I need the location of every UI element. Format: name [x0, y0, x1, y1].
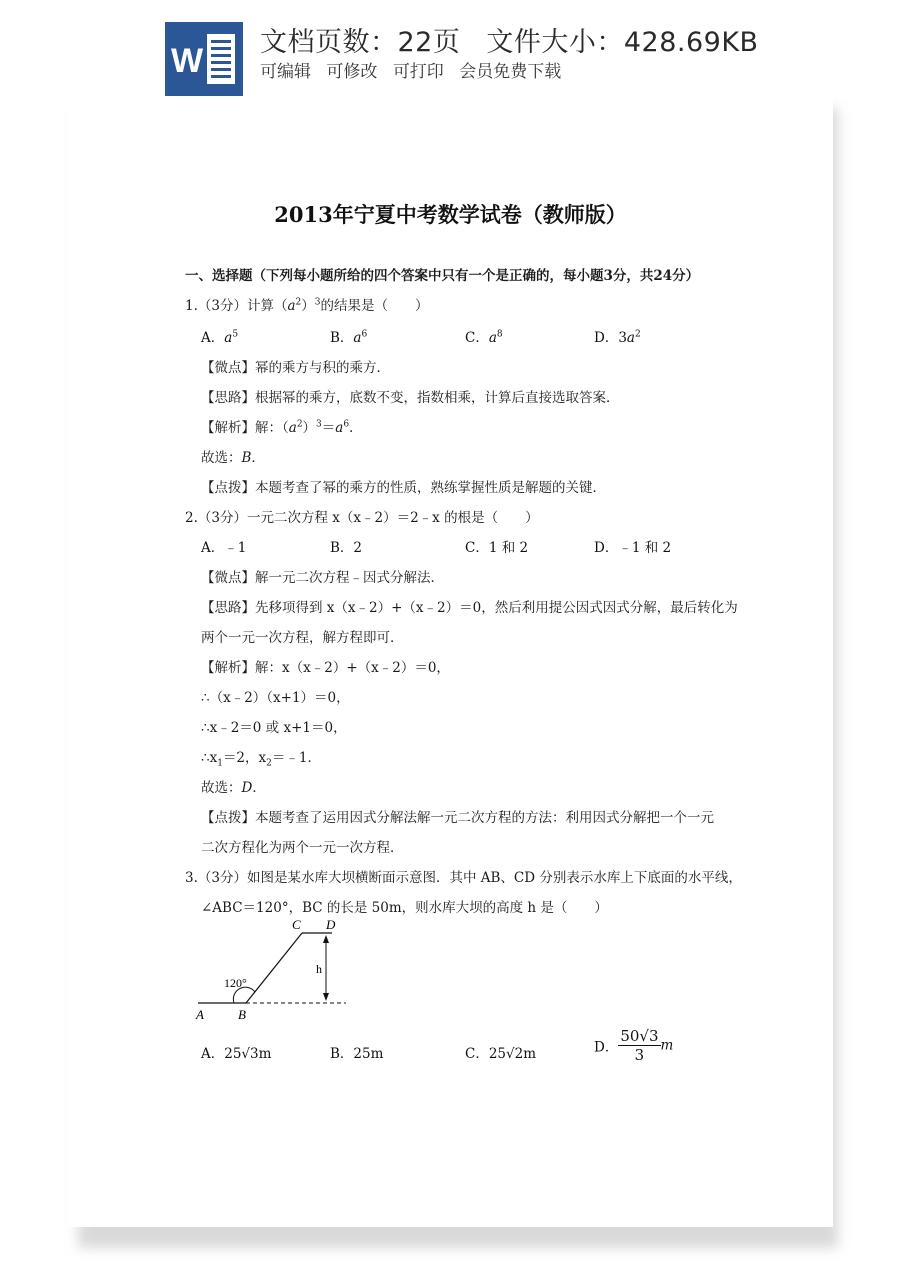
label-h: h	[316, 962, 322, 976]
section-heading: 一、选择题（下列每小题所给的四个答案中只有一个是正确的，每小题3分，共24分）	[185, 268, 700, 284]
q1-option-b: B．$a^6$	[330, 329, 368, 346]
q2-answer: 故选：D．	[201, 780, 266, 796]
height-arrow-up	[323, 935, 329, 943]
word-file-icon	[165, 22, 243, 96]
q1-stem: 1.（3分）计算$(a^2)^3$的结果是（ ）	[185, 297, 429, 314]
q3-option-c: C．25√2m	[465, 1046, 537, 1062]
q3-option-d-fraction: $\frac{50√3}{3}$	[620, 1027, 659, 1064]
q3-stem-line2: ∠ABC＝120°，BC 的长是 50m，则水库大坝的高度 h 是（ ）	[201, 900, 608, 916]
label-b: B	[238, 1007, 246, 1022]
q1-answer: 故选：B．	[201, 450, 265, 466]
feature-modifiable: 可修改	[326, 62, 378, 82]
feature-printable: 可打印	[392, 62, 444, 82]
q1-option-c: C．$a^8$	[465, 329, 503, 346]
q1-option-a: A．$a^5$	[201, 329, 239, 346]
q2-step2: ∴x﹣2＝0 或 x+1＝0，	[201, 720, 347, 736]
q2-silu-line1: 【思路】先移项得到 x（x﹣2）+（x﹣2）＝0，然后利用提公因式因式分解，最后转化为	[201, 600, 738, 616]
q2-option-b: B．2	[330, 540, 363, 556]
feature-editable: 可编辑	[260, 62, 311, 82]
q1-dianbo: 【点拨】本题考查了幂的乘方的性质，熟练掌握性质是解题的关键．	[201, 480, 606, 496]
label-angle: 120°	[224, 976, 247, 990]
q2-jiexi: 【解析】解：x（x﹣2）+（x﹣2）＝0，	[201, 660, 450, 676]
word-icon-letter: W	[170, 42, 204, 80]
label-a: A	[196, 1007, 204, 1022]
q3-stem-line1: 3.（3分）如图是某水库大坝横断面示意图．其中 AB、CD 分别表示水库上下底面的水平线，	[185, 870, 742, 886]
banner-features	[260, 57, 571, 82]
slope-line-bc	[246, 933, 302, 1003]
q3-option-b: B．25m	[330, 1046, 384, 1062]
q1-weidian: 【微点】幂的乘方与积的乘方．	[201, 360, 390, 376]
q2-stem: 2.（3分）一元二次方程 x（x﹣2）＝2﹣x 的根是（ ）	[185, 510, 539, 526]
height-arrow-down	[323, 993, 329, 1001]
page-count: 文档页数：22页	[260, 27, 461, 58]
document-title: 2013年宁夏中考数学试卷（教师版）	[274, 202, 627, 227]
q1-jiexi: 【解析】解：$(a^2)^3=a^6$．	[201, 419, 363, 436]
q1-option-d: D．$3a^2$	[594, 329, 641, 346]
q2-option-c: C．1 和 2	[465, 540, 529, 556]
feature-free-download: 会员免费下载	[459, 62, 562, 82]
q2-weidian: 【微点】解一元二次方程﹣因式分解法．	[201, 570, 444, 586]
file-size: 文件大小：428.69KB	[486, 27, 759, 58]
q2-dianbo-line1: 【点拨】本题考查了运用因式分解法解一元二次方程的方法：利用因式分解把一个一元	[201, 810, 714, 826]
label-c: C	[292, 917, 301, 932]
banner-title	[260, 20, 759, 59]
q2-option-d: D．﹣1 和 2	[594, 540, 672, 556]
dam-cross-section-diagram	[198, 915, 358, 1025]
label-d: D	[326, 917, 336, 932]
q2-option-a: A．﹣1	[201, 540, 247, 556]
document-page	[68, 97, 833, 1227]
q3-option-d: D． $\frac{50√3}{3}$ m	[594, 1027, 674, 1064]
q2-silu-line2: 两个一元一次方程，解方程即可．	[201, 630, 404, 646]
q3-option-a: A．25√3m	[201, 1046, 272, 1062]
q1-silu: 【思路】根据幂的乘方，底数不变，指数相乘，计算后直接选取答案．	[201, 390, 620, 406]
q2-step1: ∴（x﹣2）（x+1）＝0，	[201, 690, 350, 706]
q2-dianbo-line2: 二次方程化为两个一元一次方程．	[201, 840, 404, 856]
q2-step3: $\therefore x_1=2$，$x_2=﹣1$．	[201, 750, 321, 769]
